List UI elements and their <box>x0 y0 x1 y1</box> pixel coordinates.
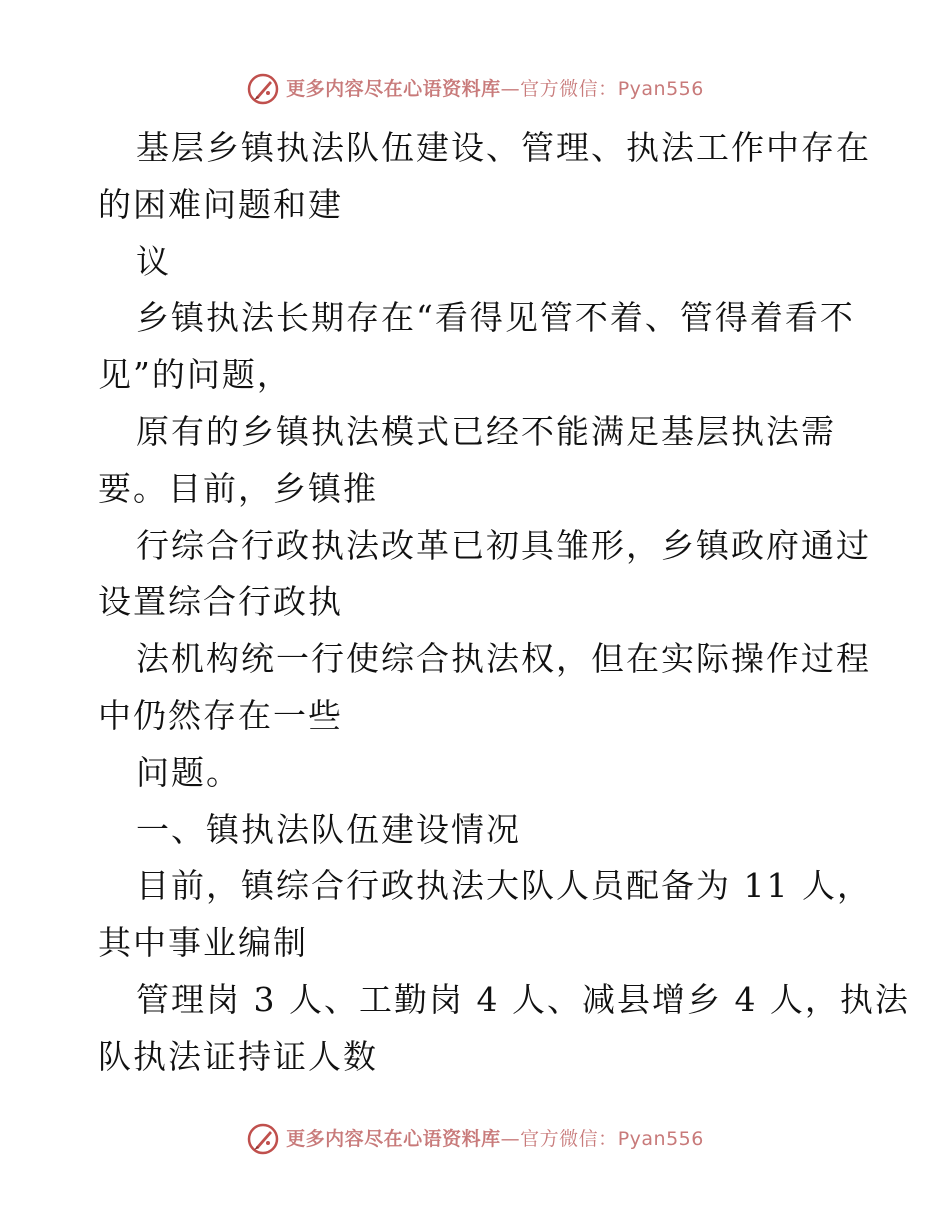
text-line: 设置综合行政执 <box>98 582 343 622</box>
watermark-id: Pyan556 <box>617 78 704 100</box>
text-line: 其中事业编制 <box>98 923 308 963</box>
text-line: 原有的乡镇执法模式已经不能满足基层执法需 <box>136 411 836 451</box>
text-line: 中仍然存在一些 <box>98 695 343 735</box>
quill-pen-logo-icon <box>246 1122 280 1156</box>
quill-pen-logo-icon <box>246 72 280 106</box>
watermark-id: Pyan556 <box>617 1128 704 1150</box>
watermark-text <box>286 72 704 106</box>
watermark-brand: 更多内容尽在心语资料库 <box>286 1128 501 1150</box>
footer-watermark <box>0 1122 950 1156</box>
watermark-label: 官方微信： <box>520 78 618 100</box>
text-line: 乡镇执法长期存在“看得见管不着、管得着看不 <box>136 298 855 338</box>
watermark-label: 官方微信： <box>520 1128 618 1150</box>
watermark-dash: — <box>500 1128 521 1150</box>
text-line: 行综合行政执法改革已初具雏形，乡镇政府通过 <box>136 525 871 565</box>
text-line: 目前，镇综合行政执法大队人员配备为 11 人， <box>136 866 872 906</box>
watermark-dash: — <box>500 78 521 100</box>
watermark-brand: 更多内容尽在心语资料库 <box>286 78 501 100</box>
text-line: 见”的问题， <box>98 355 292 395</box>
text-line: 法机构统一行使综合执法权，但在实际操作过程 <box>136 639 871 679</box>
text-line: 的困难问题和建 <box>98 184 343 224</box>
text-line: 队执法证持证人数 <box>98 1036 378 1076</box>
text-line: 基层乡镇执法队伍建设、管理、执法工作中存在 <box>136 128 871 167</box>
text-line: 问题。 <box>136 752 241 792</box>
header-watermark <box>0 72 950 106</box>
text-line: 议 <box>136 241 171 281</box>
document-body <box>98 120 910 1086</box>
text-line: 要。目前，乡镇推 <box>98 468 378 508</box>
section-heading: 一、镇执法队伍建设情况 <box>136 809 521 849</box>
watermark-text <box>286 1122 704 1156</box>
text-line: 管理岗 3 人、工勤岗 4 人、减县增乡 4 人，执法 <box>136 979 910 1019</box>
